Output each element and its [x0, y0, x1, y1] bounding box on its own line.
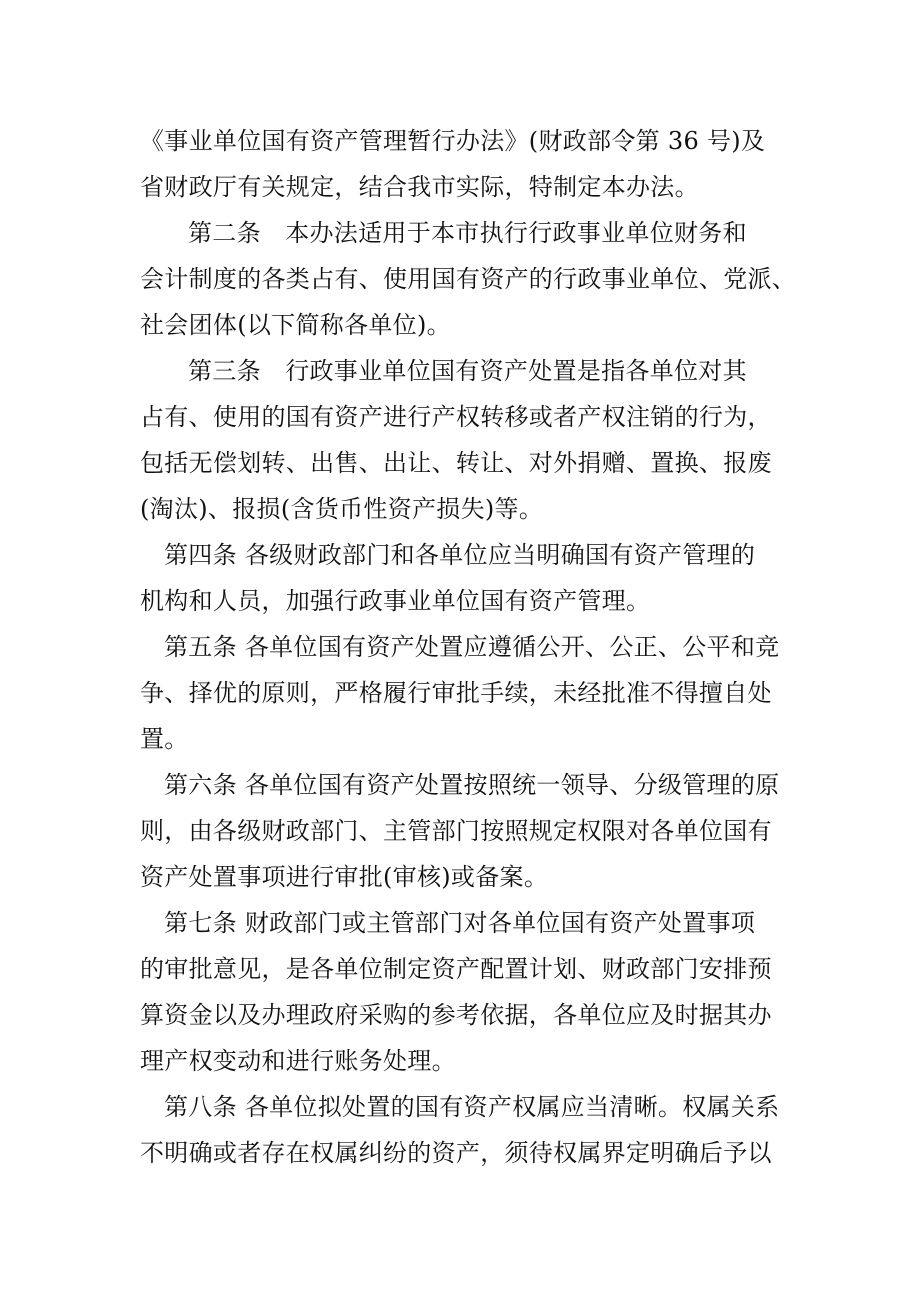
article-3-heading-line: 第三条 行政事业单位国有资产处置是指各单位对其: [188, 357, 747, 385]
article-8-heading-line: 第八条 各单位拟处置的国有资产权属应当清晰。权属关系: [164, 1093, 780, 1121]
text-line: 资产处置事项进行审批(审核)或备案。: [140, 863, 549, 891]
text-line: 《事业单位国有资产管理暂行办法》(财政部令第 36 号)及: [140, 127, 766, 155]
text-line: 包括无偿划转、出售、出让、转让、对外捐赠、置换、报废: [140, 449, 772, 477]
text-line: 社会团体(以下简称各单位)。: [140, 311, 451, 339]
text-line: 会计制度的各类占有、使用国有资产的行政事业单位、党派、: [140, 265, 797, 293]
article-7-heading-line: 第七条 财政部门或主管部门对各单位国有资产处置事项: [164, 909, 756, 937]
text-line: 算资金以及办理政府采购的参考依据，各单位应及时据其办: [140, 1001, 772, 1029]
text-line: 省财政厅有关规定，结合我市实际，特制定本办法。: [140, 173, 699, 201]
text-line: 则，由各级财政部门、主管部门按照规定权限对各单位国有: [140, 817, 772, 845]
text-line: 理产权变动和进行账务处理。: [140, 1047, 456, 1075]
text-line: 争、择优的原则，严格履行审批手续，未经批准不得擅自处: [140, 679, 772, 707]
text-line: 占有、使用的国有资产进行产权转移或者产权注销的行为，: [140, 403, 772, 431]
text-line: 置。: [140, 725, 189, 753]
text-line: 机构和人员，加强行政事业单位国有资产管理。: [140, 587, 651, 615]
article-5-heading-line: 第五条 各单位国有资产处置应遵循公开、公正、公平和竞: [164, 633, 780, 661]
text-line: (淘汰)、报损(含货币性资产损失)等。: [140, 495, 544, 523]
article-4-heading-line: 第四条 各级财政部门和各单位应当明确国有资产管理的: [164, 541, 756, 569]
text-line: 的审批意见，是各单位制定资产配置计划、财政部门安排预: [140, 955, 772, 983]
article-6-heading-line: 第六条 各单位国有资产处置按照统一领导、分级管理的原: [164, 771, 780, 799]
text-line: 不明确或者存在权属纠纷的资产，须待权属界定明确后予以: [140, 1139, 772, 1167]
article-2-heading-line: 第二条 本办法适用于本市执行行政事业单位财务和: [188, 219, 747, 247]
